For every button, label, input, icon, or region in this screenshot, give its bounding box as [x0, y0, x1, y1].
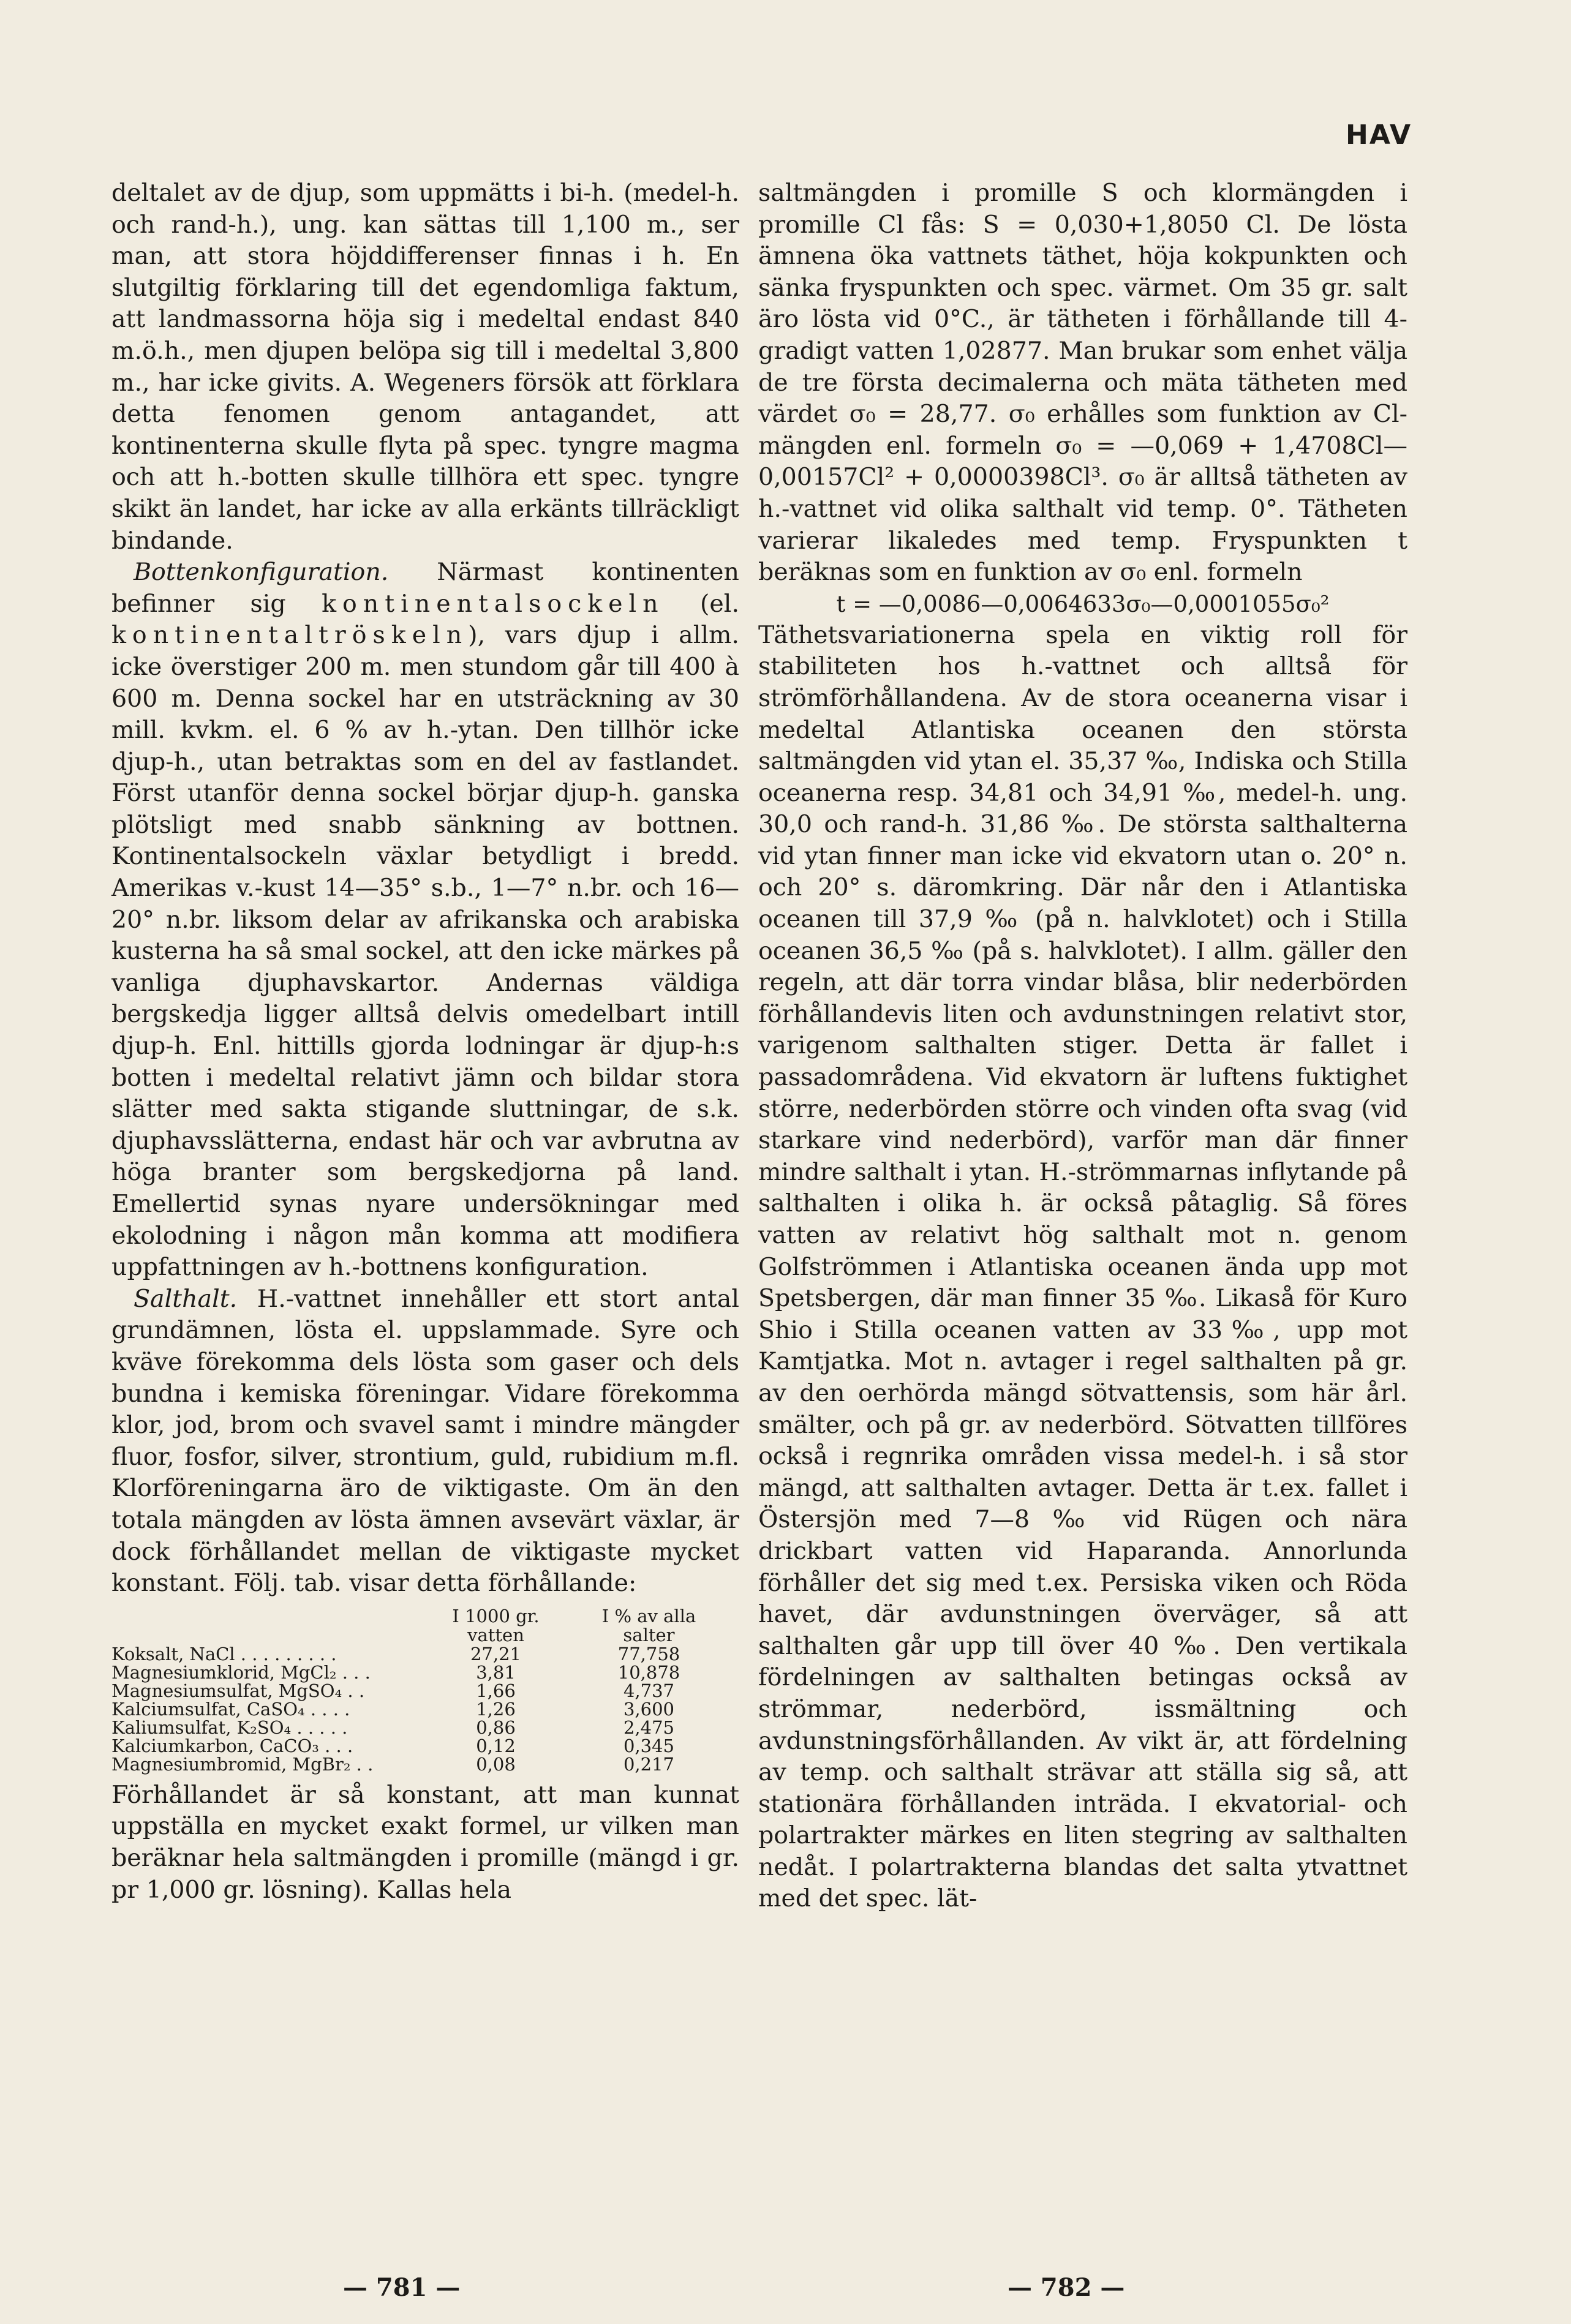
right-column	[758, 178, 1407, 1915]
paragraph-salinity: Salthalt. H.-vattnet innehåller ett stort antal grundämnen, lösta el. uppslammade. Syre och kväve förekomma dels lösta som gaser och dels bundna i kemiska föreningar. Vidare förekomma klor, jod, brom och svavel samt i mindre mängder fluor, fosfor, silver, strontium, guld, rubidium m.fl. Klorföreningarna äro de viktigaste. Om än den totala mängden av lösta ämnen avsevärt växlar, är dock förhållandet mellan de viktigaste mycket konstant. Följ. tab. visar detta förhållande:	[111, 1284, 739, 1598]
table-row: Kalciumkarbon, CaCO₃ . . . 0,12 0,345	[111, 1735, 675, 1756]
paragraph-formula-intro: Förhållandet är så konstant, att man kunnat uppställa en mycket exakt formel, ur vilken man beräknar hela saltmängden i promille (mängd i gr. pr 1,000 gr. lösning). Kallas hela	[111, 1780, 739, 1904]
paragraph-depth: deltalet av de djup, som uppmätts i bi-h. (medel-h. och rand-h.), ung. kan sättas till 1,100 m., ser man, att stora höjddifferenser finnas i h. En slutgiltig förklaring till det egendomliga faktum, att landmassorna höja sig i medeltal endast 840 m.ö.h., men djupen belöpa sig till i medeltal 3,800 m., har icke givits. A. Wegeners försök att förklara detta fenomen genom antagandet, att kontinenterna skulle flyta på spec. tyngre magma och att h.-botten skulle tillhöra ett spec. tyngre skikt än landet, har icke av alla erkänts tillräckligt bindande.	[111, 179, 739, 555]
term-kontinentaltroskeln: kontinentaltröskeln	[111, 621, 469, 650]
table-row: Koksalt, NaCl . . . . . . . . . 27,21 77,758	[111, 1643, 680, 1664]
table-row: Kaliumsulfat, K₂SO₄ . . . . . 0,86 2,475	[111, 1717, 675, 1738]
paragraph-density: saltmängden i promille S och klormängden i promille Cl fås: S = 0,030+1,8050 Cl. De lösta ämnena öka vattnets täthet, höja kokpunkten och sänka fryspunkten och spec. värmet. Om 35 gr. salt äro lösta vid 0°C., är tätheten i förhållande till 4-gradigt vatten 1,02877. Man brukar som enhet välja de tre första decimalerna och mäta tätheten med värdet σ₀ = 28,77. σ₀ erhålles som funktion av Cl-mängden enl. formeln σ₀ = —0,069 + 1,4708Cl—0,00157Cl² + 0,0000398Cl³. σ₀ är alltså tätheten av h.-vattnet vid olika salthalt vid temp. 0°. Tätheten varierar likaledes med temp. Fryspunkten t beräknas som en funktion av σ₀ enl. formeln	[758, 179, 1407, 587]
table-row: Magnesiumklorid, MgCl₂ . . . 3,81 10,878	[111, 1661, 680, 1683]
table-row: Kalciumsulfat, CaSO₄ . . . . 1,26 3,600	[111, 1698, 675, 1720]
paragraph-bottom-configuration: Bottenkonfiguration. Närmast kontinenten befinner sig kontinentalsockeln (el. kontinentaltröskeln), vars djup i allm. icke överstiger 200 m. men stundom går till 400 à 600 m. Denna sockel har en utsträckning av 30 mill. kvkm. el. 6 % av h.-ytan. Den tillhör icke djup-h., utan betraktas som en del av fastlandet. Först utanför denna sockel börjar djup-h. ganska plötsligt med snabb sänkning av bottnen. Kontinentalsockeln växlar betydligt i bredd. Amerikas v.-kust 14—35° s.b., 1—7° n.br. och 16—20° n.br. liksom delar av afrikanska och arabiska kusterna ha så smal sockel, att den icke märkes på vanliga djuphavskartor. Andernas väldiga bergskedja ligger alltså delvis omedelbart intill djup-h. Enl. hittills gjorda lodningar är djup-h:s botten i medeltal relativt jämn och bildar stora slätter med sakta stigande sluttningar, de s.k. djuphavsslätterna, endast här och var avbrutna av höga branter som bergskedjorna på land. Emellertid synas nyare undersökningar med ekolodning i någon mån komma att modifiera uppfattningen av h.-bottnens konfiguration.	[111, 558, 739, 1282]
running-header: HAV	[1346, 119, 1412, 151]
section-heading-salthalt: Salthalt.	[134, 1284, 238, 1313]
page-number-right: — 782 —	[1008, 2273, 1125, 2302]
table-header: I 1000 gr. vatten I % av alla salter	[452, 1605, 696, 1645]
table-row: Magnesiumsulfat, MgSO₄ . . 1,66 4,737	[111, 1680, 675, 1701]
table-row: Magnesiumbromid, MgBr₂ . . 0,08 0,217	[111, 1753, 675, 1775]
salt-composition-table	[111, 1607, 739, 1773]
freezing-point-formula: t = —0,0086—0,0064633σ₀—0,0001055σ₀²	[836, 590, 1330, 617]
left-column	[111, 178, 739, 1906]
page-number-left: — 781 —	[343, 2273, 461, 2302]
section-heading-bottenkonfiguration: Bottenkonfiguration.	[134, 558, 389, 587]
paragraph-salinity-distribution: Täthetsvariationerna spela en viktig roll för stabiliteten hos h.-vattnet och alltså för strömförhållandena. Av de stora oceanerna visar i medeltal Atlantiska oceanen den största saltmängden vid ytan el. 35,37 ‰, Indiska och Stilla oceanerna resp. 34,81 och 34,91 ‰, medel-h. ung. 30,0 och rand-h. 31,86 ‰. De största salthalterna vid ytan finner man icke vid ekvatorn utan o. 20° n. och 20° s. däromkring. Där når den i Atlantiska oceanen till 37,9 ‰ (på n. halvklotet) och i Stilla oceanen 36,5 ‰ (på s. halvklotet). I allm. gäller den regeln, att där torra vindar blåsa, blir nederbörden förhållandevis liten och avdunstningen relativt stor, varigenom salthalten stiger. Detta är fallet i passadområdena. Vid ekvatorn är luftens fuktighet större, nederbörden större och vinden ofta svag (vid starkare vind nederbörd), varför man där finner mindre salthalt i ytan. H.-strömmarnas inflytande på salthalten i olika h. är också påtaglig. Så föres vatten av relativt hög salthalt mot n. genom Golfströmmen i Atlantiska oceanen ända upp mot Spetsbergen, där man finner 35 ‰. Likaså för Kuro Shio i Stilla oceanen vatten av 33‰, upp mot Kamtjatka. Mot n. avtager i regel salthalten på gr. av den oerhörda mängd sötvattensis, som här årl. smälter, och på gr. av nederbörd. Sötvatten tillföres också i regnrika områden vissa medel-h. i så stor mängd, att salthalten avtager. Detta är t.ex. fallet i Östersjön med 7—8 ‰ vid Rügen och nära drickbart vatten vid Haparanda. Annorlunda förhåller det sig med t.ex. Persiska viken och Röda havet, där avdunstningen överväger, så att salthalten går upp till över 40 ‰. Den vertikala fördelningen av salthalten betingas också av strömmar, nederbörd, issmältning och avdunstningsförhållanden. Av vikt är, att fördelning av temp. och salthalt strävar att ställa sig så, att stationära förhållanden inträda. I ekvatorial- och polartrakter märkes en liten stegring av salthalten nedåt. I polartrakterna blandas det salta ytvattnet med det spec. lät-	[758, 620, 1407, 1913]
term-kontinentalsockeln: kontinentalsockeln	[322, 589, 665, 618]
